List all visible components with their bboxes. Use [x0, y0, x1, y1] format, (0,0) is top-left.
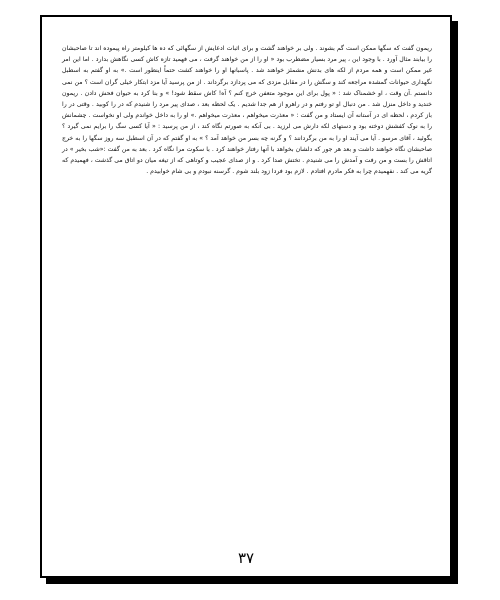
page-number: ۳۷ [237, 549, 255, 567]
body-text-block [62, 43, 432, 177]
body-paragraph: ریمون گفت که سگها ممکن است گم بشوند . ولی بر خواهند گشت و برای اثبات ادعایش از سگهائی که ده ها کیلومتر راه پیموده اند تا صاحبشان را بیابند مثال آورد . با وجود این ، پیر مرد بسیار مضطرب بود « او را از من خواهند گرفت ، می فهمید تازه کاش کسی نگاهش بدارد . اما این امر غیر ممکن است و همه مردم از لکه های بدنش مشمئز خواهند شد . پاسبانها او را خواهند کشت حتماً اینطور است .» به او گفتم به اسطبل نگهداری حیوانات گمشده مراجعه کند و سگش را در مقابل مزدی که می پردازد برگرداند . از من پرسید آیا مزد ابتکار خیلی گران است ؟ من نمی دانستم .آن وقت ، او خشمناک شد : « پول برای این موجود متعفن خرج کنم ؟ آه! کاش سقط شود! » و بنا کرد به حیوان فحش دادن . ریمون خندید و داخل منزل شد . من دنبال او تو رفتم و در راهرو از هم جدا شدیم . یک لحظه بعد ، صدای پیر مرد را شنیدم که در را کوبید . وقتی در را باز کردم ، لحظه ای در آستانه آن ایستاد و من گفت : « معذرت میخواهم ، معذرت میخواهم .» او را به داخل خواندم ولی او نخواست . چشمانش را به نوک کفشش دوخته بود و دستهای لکه دارش می لرزید . بی آنکه به صورتم نگاه کند ، از من پرسید : « آیا کسی سگ را برایم نمی گیرد ؟ بگوئید ، آقای مرسو . آیا می آیند او را به من برگردانند ؟ و گرنه چه بسر من خواهد آمد ؟ » به او گفتم که در آن اسطبل سه روز سگها را به خرج صاحبشان نگاه خواهند داشت و بعد هر جور که دلشان بخواهد با آنها رفتار خواهند کرد . با سکوت مرا نگاه کرد . بعد به من گفت :«شب بخیر » در اتاقش را بست و من رفت و آمدش را می شنیدم . تختش صدا کرد . و از صدای عجیب و کوتاهی که از تیغه میان دو اتاق می گذشت ، فهمیدم که گریه می کند . نفهمیدم چرا به فکر مادرم افتادم . لازم بود فردا زود بلند شوم . گرسنه نبودم و بی شام خوابیدم . [62, 45, 432, 176]
document-page [40, 15, 452, 578]
